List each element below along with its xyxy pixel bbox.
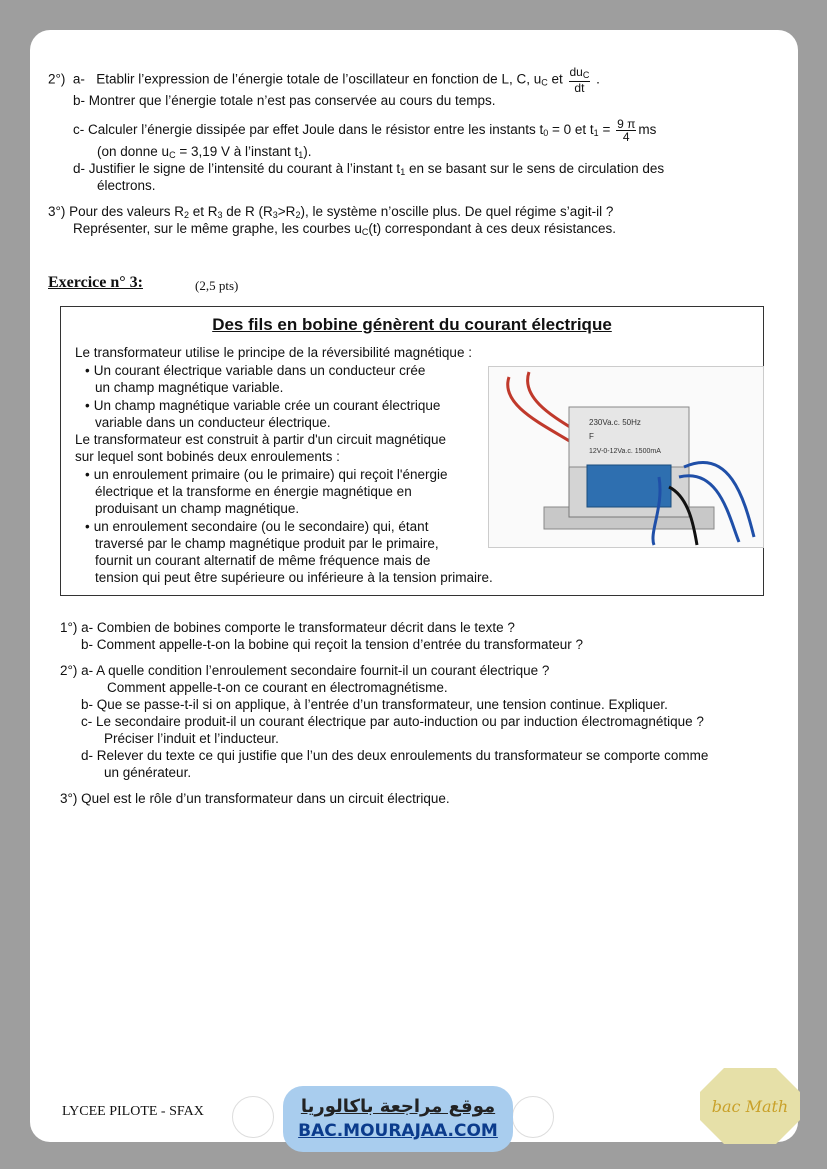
textbox-intro: Le transformateur utilise le principe de la réversibilité magnétique : (75, 345, 472, 360)
watermark-url[interactable]: BAC.MOURAJAA.COM (298, 1121, 498, 1141)
question-2a-ex3: 2°) a- A quelle condition l’enroulement secondaire fournit-il un courant électrique ? (60, 663, 550, 678)
q2c-note-sub2: 1 (298, 150, 304, 160)
bullet-1-line1: • Un courant électrique variable dans un conducteur crée (85, 362, 425, 379)
q3-a: 3°) Pour des valeurs R (48, 204, 184, 219)
fraction-9pi-4 (616, 118, 636, 143)
right-logo-icon (512, 1096, 554, 1138)
left-logo-icon (232, 1096, 274, 1138)
bullet-4-line3: fournit un courant alternatif de même fréquence mais de (95, 553, 431, 568)
q2c-t1-sub: 1 (593, 128, 599, 139)
q3-line2-a: Représenter, sur le même graphe, les courbes u (73, 221, 362, 236)
bullet-4-line2: traversé par le champ magnétique produit par le primaire, (95, 536, 439, 551)
label-line2: F (589, 432, 594, 441)
fraction-du-dt (569, 66, 591, 94)
question-2d-line2: électrons. (97, 178, 156, 193)
q2d-sub: 1 (400, 167, 406, 177)
question-3-line2 (73, 220, 616, 241)
q2-number: 2°) (48, 71, 66, 87)
q2c-note-b: = 3,19 V à l’instant t (175, 144, 299, 159)
badge-text: bac Math (711, 1097, 789, 1116)
question-2d-line2-ex3: un générateur. (104, 765, 192, 780)
q2c-t0-sub: 0 (543, 128, 549, 139)
q2d-b: en se basant sur le sens de circulation des (405, 161, 665, 176)
q3-sub3: 3 (217, 210, 223, 220)
q2c-text: c- Calculer l’énergie dissipée par effet Joule dans le résistor entre les instants t (73, 122, 544, 138)
frac-du-sub: C (582, 70, 590, 80)
watermark-banner[interactable] (283, 1086, 513, 1152)
q3-e: ), le système n’oscille plus. De quel régime s’agit-il ? (300, 204, 614, 219)
paragraph-2-line1: Le transformateur est construit à partir d'un circuit magnétique (75, 432, 447, 447)
q2c-text-b: = 0 et t (548, 122, 594, 138)
q2a-text: Etablir l’expression de l’énergie totale de l’oscillateur en fonction de L, C, u (96, 71, 542, 87)
bullet-2-line2: variable dans un conducteur électrique. (95, 415, 331, 430)
q2c-eq: = (598, 122, 611, 138)
question-1b: b- Comment appelle-t-on la bobine qui reçoit la tension d’entrée du transformateur ? (81, 637, 584, 652)
bullet-3-line3: produisant un champ magnétique. (95, 501, 300, 516)
q2a-end: . (596, 71, 600, 87)
exercise-points: (2,5 pts) (195, 278, 239, 293)
q3-sub2: 2 (183, 210, 189, 220)
transformer-photo (488, 366, 764, 548)
question-2b-ex3: b- Que se passe-t-il si on applique, à l’entrée d’un transformateur, une tension continue. Expliquer. (81, 697, 668, 712)
question-2d (73, 160, 664, 181)
bullet-2-line1: • Un champ magnétique variable crée un courant électrique (85, 397, 440, 414)
question-2c (73, 118, 656, 143)
q3-line2-sub: C (361, 227, 369, 237)
question-2d-ex3: d- Relever du texte ce qui justifie que l’un des deux enroulements du transformateur se comporte comme (81, 748, 709, 763)
question-2c-ex3: c- Le secondaire produit-il un courant électrique par auto-induction ou par induction électromagnétique ? (81, 714, 704, 729)
frac-pi-num: 9 π (617, 117, 636, 131)
frac-pi-den: 4 (622, 130, 630, 144)
frac-du-num: du (569, 65, 583, 79)
q2a-letter: a- (72, 71, 85, 87)
question-2c-line2: Préciser l’induit et l’inducteur. (104, 731, 279, 746)
exercise-title: Exercice n° 3: (48, 274, 143, 291)
q2d-a: d- Justifier le signe de l’intensité du courant à l’instant t (73, 161, 401, 176)
question-2b: b- Montrer que l’énergie totale n’est pas conservée au cours du temps. (73, 93, 496, 108)
bullet-3-line2: électrique et la transforme en énergie magnétique en (95, 484, 412, 499)
bullet-3-line1: • un enroulement primaire (ou le primaire) qui reçoit l'énergie (85, 466, 447, 483)
q3-sub2b: 2 (295, 210, 301, 220)
label-line3: 12V-0-12Va.c. 1500mA (589, 448, 661, 455)
q2a-sub: C (541, 77, 548, 88)
transformer-illustration (489, 367, 763, 547)
bullet-4-line1: • un enroulement secondaire (ou le secondaire) qui, étant (85, 518, 428, 535)
frac-du-den: dt (574, 81, 585, 95)
q2a-et: et (547, 71, 563, 87)
q2c-note-sub: C (169, 150, 176, 160)
textbox-title: Des fils en bobine génèrent du courant électrique (212, 315, 612, 334)
question-1a: 1°) a- Combien de bobines comporte le transformateur décrit dans le texte ? (60, 620, 515, 635)
question-2a (48, 66, 600, 94)
question-2a-line2: Comment appelle-t-on ce courant en électromagnétisme. (107, 680, 448, 695)
paragraph-2-line2: sur lequel sont bobinés deux enroulements : (75, 449, 340, 464)
q3-c: de R (R (222, 204, 273, 219)
q2c-note-c: ). (303, 144, 312, 159)
bullet-1-line2: un champ magnétique variable. (95, 380, 284, 395)
footer-school: LYCEE PILOTE - SFAX (62, 1104, 204, 1119)
bac-math-badge-icon (698, 1066, 802, 1146)
watermark-arabic: موقع مراجعة باكالوريا (300, 1096, 496, 1117)
q2c-ms: ms (638, 122, 657, 138)
bullet-4-line4: tension qui peut être supérieure ou inférieure à la tension primaire. (95, 570, 493, 585)
label-line1: 230Va.c. 50Hz (589, 418, 641, 427)
q3-b: et R (188, 204, 218, 219)
question-3-ex3: 3°) Quel est le rôle d’un transformateur dans un circuit électrique. (60, 791, 450, 806)
q3-d: >R (277, 204, 296, 219)
q3-sub3b: 3 (272, 210, 278, 220)
q3-line2-b: (t) correspondant à ces deux résistances. (368, 221, 617, 236)
q2c-note-a: (on donne u (97, 144, 170, 159)
